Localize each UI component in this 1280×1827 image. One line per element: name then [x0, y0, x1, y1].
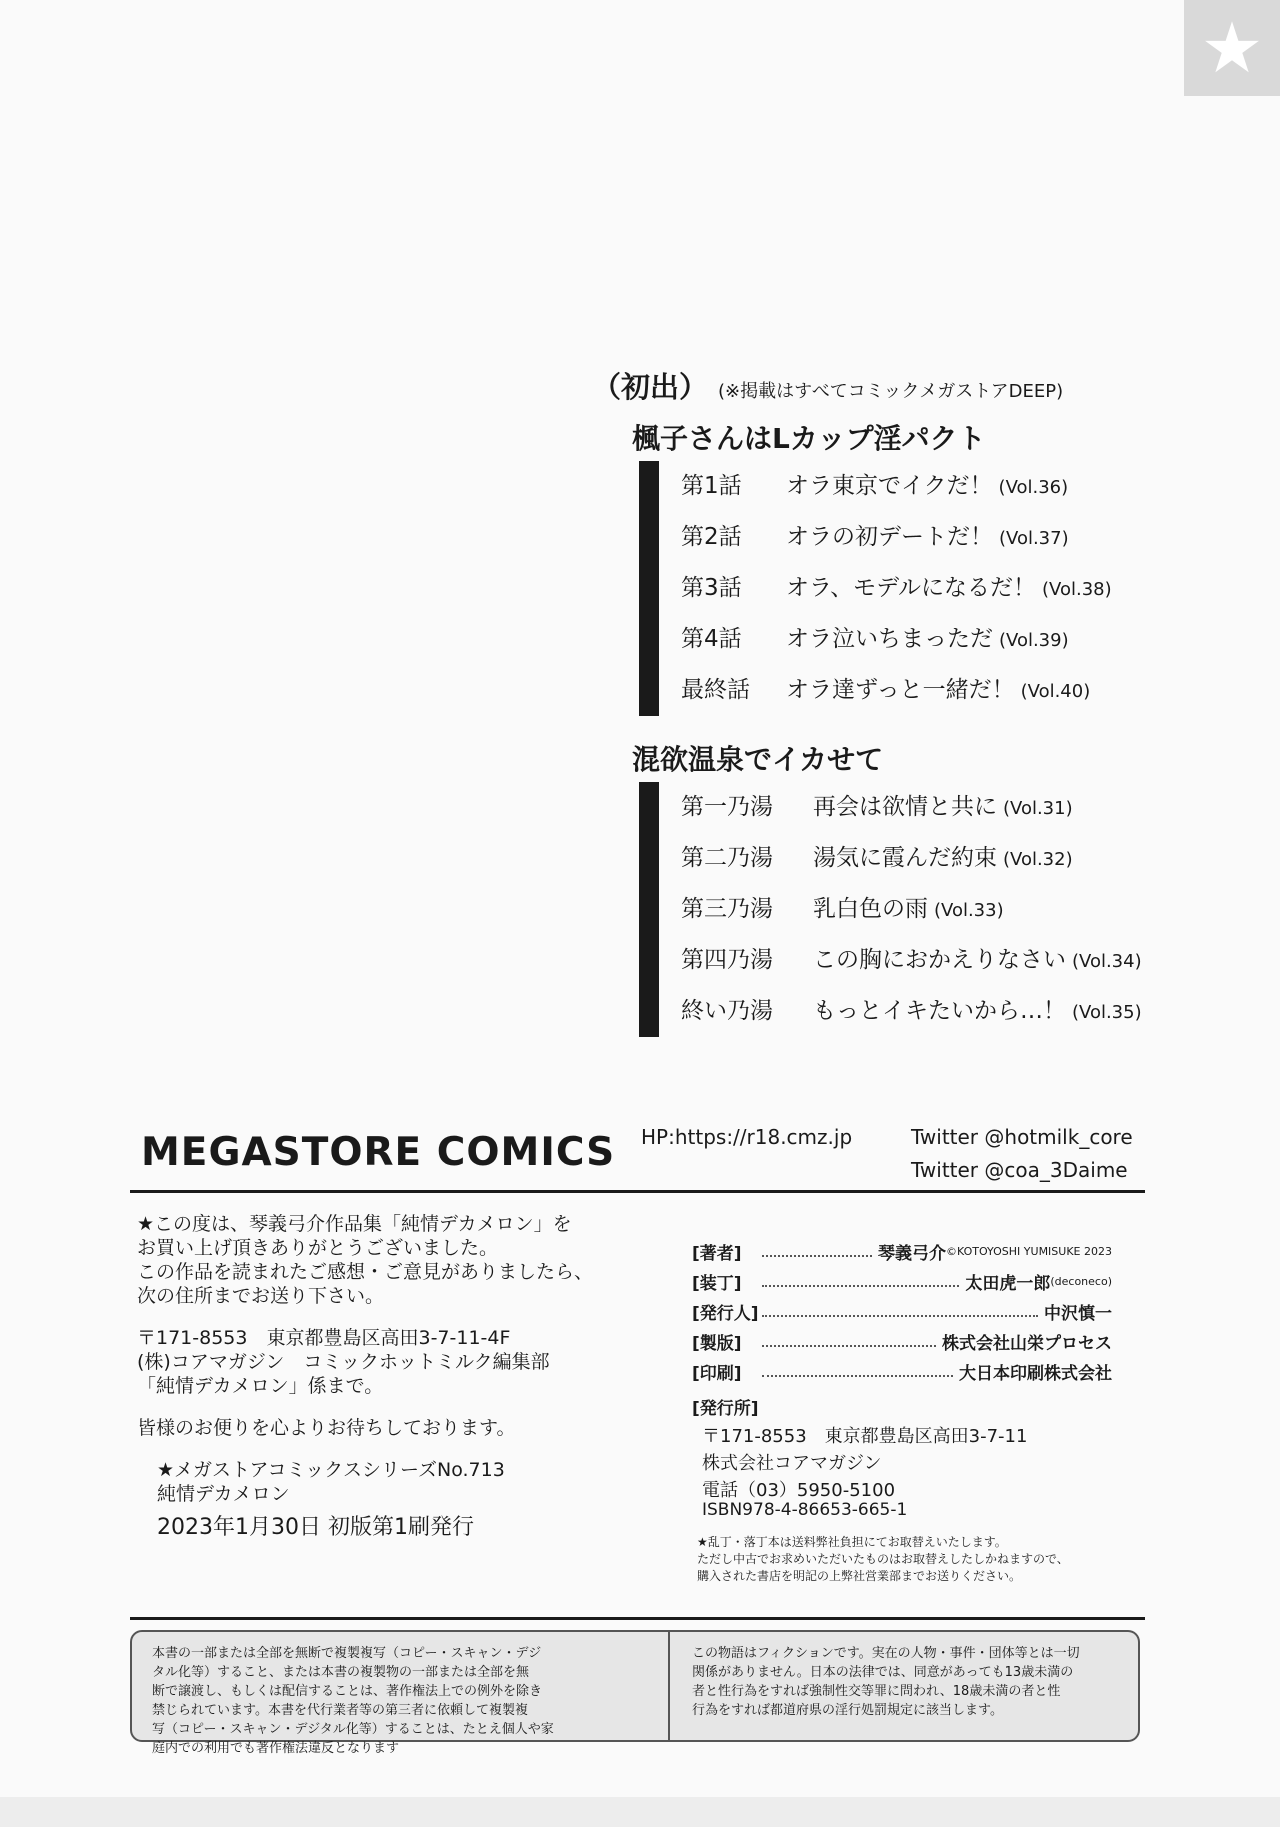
episode-item: [681, 665, 1232, 716]
episode-volume: (Vol.38): [1042, 579, 1112, 600]
credit-label: [装丁]: [692, 1273, 742, 1294]
episode-volume: (Vol.31): [1003, 798, 1073, 819]
legal-line: 者と性行為をすれば強制性交等罪に問われ、18歳未満の者と性: [692, 1684, 1061, 1699]
notice-line: 購入された書店を明記の上弊社営業部までお送りください。: [697, 1569, 1022, 1583]
credit-label: [著者]: [692, 1243, 742, 1264]
episode-number: 第1話: [681, 473, 742, 499]
homepage-link[interactable]: HP:https://r18.cmz.jp: [641, 1125, 853, 1149]
episode-item: [681, 833, 1232, 884]
credit-label: [発行人]: [692, 1303, 759, 1324]
publisher-info: [692, 1396, 1027, 1504]
episode-volume: (Vol.39): [999, 630, 1069, 651]
episode-title: 湯気に霞んだ約束: [813, 845, 997, 871]
address-line: 〒171-8553 東京都豊島区高田3-7-11-4F: [137, 1327, 511, 1349]
replacement-notice: [697, 1534, 1137, 1585]
episode-volume: (Vol.34): [1072, 951, 1142, 972]
copyright-notice: [130, 1630, 670, 1756]
episode-number: 第4話: [681, 626, 742, 652]
first-appearance-note: (※掲載はすべてコミックメガストアDEEP): [718, 381, 1064, 402]
episode-title: 乳白色の雨: [813, 896, 928, 922]
episode-item: [681, 461, 1232, 512]
episode-number: 最終話: [681, 677, 750, 703]
episode-volume: (Vol.32): [1003, 849, 1073, 870]
credit-value: 中沢慎一: [1044, 1303, 1112, 1324]
legal-line: 断で譲渡し、もしくは配信することは、著作権法上での例外を除き: [152, 1684, 543, 1699]
episode-item: [681, 935, 1232, 986]
episode-number: 終い乃湯: [681, 998, 773, 1024]
credits-list: [692, 1236, 1112, 1386]
series-number: ★メガストアコミックスシリーズNo.713: [157, 1459, 505, 1481]
legal-line: 関係がありません。日本の法律では、同意があっても13歳未満の: [692, 1665, 1074, 1680]
episode-title: オラ達ずっと一緒だ！: [786, 677, 1015, 703]
credit-value: 琴義弓介: [877, 1243, 946, 1264]
episode-number: 第二乃湯: [681, 845, 773, 871]
credit-row: [692, 1356, 1112, 1386]
legal-line: 庭内での利用でも著作権法違反となります: [152, 1741, 400, 1756]
credit-row: [692, 1236, 1112, 1266]
episode-list-2: [639, 782, 1232, 1037]
isbn: ISBN978-4-86653-665-1: [702, 1500, 908, 1520]
legal-line: 行為をすれば都道府県の淫行処罰規定に該当します。: [692, 1703, 1003, 1718]
episode-number: 第2話: [681, 524, 742, 550]
thanks-line: ★この度は、琴義弓介作品集「純情デカメロン」を: [137, 1213, 572, 1235]
first-appearance-title: （初出）: [592, 370, 709, 404]
episode-item: [681, 563, 1232, 614]
credit-row: [692, 1296, 1112, 1326]
episode-number: 第一乃湯: [681, 794, 773, 820]
publisher-line: 株式会社コアマガジン: [702, 1453, 882, 1474]
first-appearance-header: [592, 365, 1232, 417]
twitter-link-2[interactable]: Twitter @coa_3Daime: [911, 1158, 1128, 1182]
episode-title: オラ東京でイクだ！: [786, 473, 993, 499]
episode-volume: (Vol.40): [1020, 681, 1091, 702]
series-title-1: 楓子さんはLカップ淫パクト: [632, 422, 986, 455]
episode-title: もっとイキたいから…！: [813, 998, 1066, 1024]
credit-label: [印刷]: [692, 1363, 742, 1384]
thanks-line: この作品を読まれたご感想・ご意見がありましたら、: [137, 1261, 594, 1283]
episode-volume: (Vol.35): [1072, 1002, 1142, 1023]
address-line: 「純情デカメロン」係まで。: [137, 1375, 384, 1397]
episode-list-1: [639, 461, 1232, 716]
episode-number: 第3話: [681, 575, 742, 601]
twitter-link-1[interactable]: Twitter @hotmilk_core: [911, 1125, 1133, 1149]
credit-value: 株式会社山栄プロセス: [942, 1333, 1112, 1354]
episode-volume: (Vol.36): [998, 477, 1069, 498]
divider-bottom: [130, 1617, 1145, 1620]
book-title: 純情デカメロン: [157, 1483, 290, 1505]
episode-volume: (Vol.37): [999, 528, 1069, 549]
corner-star-tab: [1184, 0, 1280, 96]
episode-title: オラ、モデルになるだ！: [786, 575, 1037, 601]
star-icon: ★: [1200, 7, 1264, 89]
legal-line: タル化等）すること、または本書の複製物の一部または全部を無: [152, 1665, 530, 1680]
closing-line: 皆様のお便りを心よりお待ちしております。: [137, 1417, 516, 1439]
publisher-line: 〒171-8553 東京都豊島区高田3-7-11: [702, 1426, 1028, 1447]
series-title-2: 混欲温泉でイカせて: [632, 743, 884, 776]
first-appearance-section: [592, 365, 1232, 1037]
legal-line: 本書の一部または全部を無断で複製複写（コピー・スキャン・デジ: [152, 1646, 542, 1661]
publisher-label: [発行所]: [692, 1399, 759, 1419]
notice-line: ★乱丁・落丁本は送料弊社負担にてお取替えいたします。: [697, 1535, 1007, 1549]
episode-item: [681, 884, 1232, 935]
credit-value: 太田虎一郎: [965, 1273, 1051, 1294]
thanks-line: お買い上げ頂きありがとうございました。: [137, 1237, 499, 1259]
credit-value: 大日本印刷株式会社: [959, 1363, 1112, 1384]
episode-item: [681, 986, 1232, 1037]
brand-logo: MEGASTORE COMICS: [141, 1130, 616, 1175]
notice-line: ただし中古でお求めいただいたものはお取替えしたしかねますので、: [697, 1552, 1069, 1566]
credit-label: [製版]: [692, 1333, 742, 1354]
thanks-line: 次の住所までお送り下さい。: [137, 1285, 385, 1307]
publication-date: 2023年1月30日 初版第1刷発行: [157, 1515, 474, 1540]
legal-line: 禁じられています。本書を代行業者等の第三者に依頼して複製複: [152, 1703, 528, 1718]
credit-row: [692, 1266, 1112, 1296]
episode-title: 再会は欲情と共に: [813, 794, 997, 820]
episode-title: オラ泣いちまっただ: [786, 626, 993, 652]
credit-row: [692, 1326, 1112, 1356]
divider-top: [130, 1190, 1145, 1193]
publisher-line: 電話（03）5950-5100: [702, 1480, 896, 1501]
episode-volume: (Vol.33): [934, 900, 1004, 921]
legal-line: この物語はフィクションです。実在の人物・事件・団体等とは一切: [692, 1646, 1080, 1661]
episode-number: 第四乃湯: [681, 947, 773, 973]
reader-message: [137, 1212, 657, 1540]
fiction-disclaimer: [670, 1630, 1140, 1742]
credit-sub: ©KOTOYOSHI YUMISUKE 2023: [945, 1244, 1112, 1258]
episode-item: [681, 782, 1232, 833]
episode-item: [681, 512, 1232, 563]
credit-sub: (deconeco): [1050, 1274, 1112, 1288]
episode-number: 第三乃湯: [681, 896, 773, 922]
episode-item: [681, 614, 1232, 665]
episode-title: オラの初デートだ！: [786, 524, 993, 550]
address-line: (株)コアマガジン コミックホットミルク編集部: [137, 1351, 550, 1373]
bottom-strip: [0, 1797, 1280, 1827]
episode-title: この胸におかえりなさい: [813, 947, 1066, 973]
legal-line: 写（コピー・スキャン・デジタル化等）することは、たとえ個人や家: [152, 1722, 554, 1737]
